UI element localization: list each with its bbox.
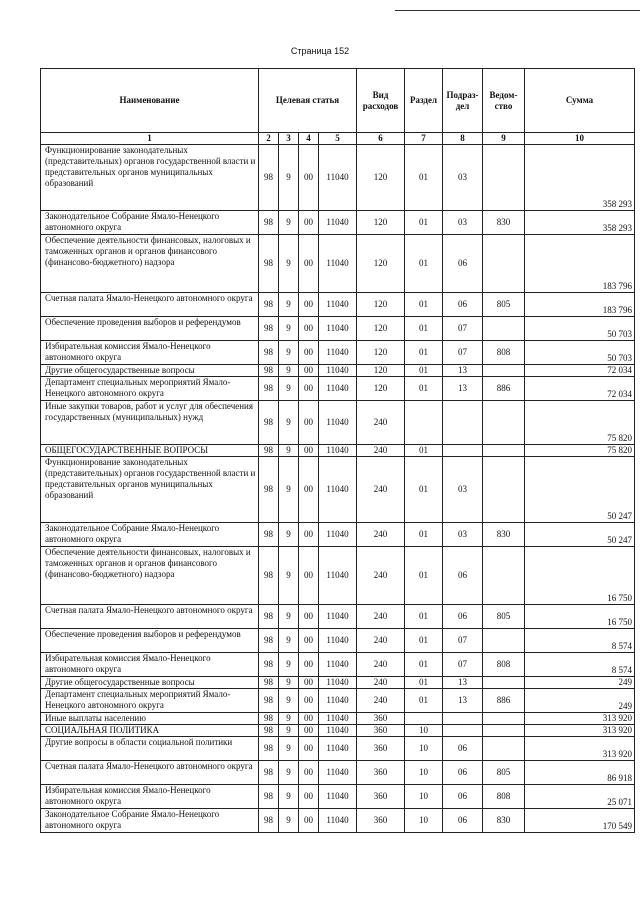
cell-vedomstvo — [483, 457, 525, 523]
cell-vid: 360 — [357, 725, 405, 737]
cell-c2: 9 — [279, 629, 299, 653]
table-row — [41, 145, 635, 211]
header-vid: Вид расходов — [357, 69, 405, 133]
cell-vid: 120 — [357, 365, 405, 377]
cell-podrazdel: 06 — [443, 235, 483, 293]
cell-summa: 170 549 — [525, 809, 635, 833]
cell-razdel: 01 — [405, 689, 443, 713]
cell-c3: 00 — [299, 653, 319, 677]
header-target: Целевая статья — [259, 69, 357, 133]
cell-c2: 9 — [279, 689, 299, 713]
table-row — [41, 689, 635, 713]
cell-c2: 9 — [279, 317, 299, 341]
cell-c2: 9 — [279, 713, 299, 725]
cell-razdel: 01 — [405, 211, 443, 235]
cell-razdel: 01 — [405, 677, 443, 689]
cell-c4: 11040 — [319, 457, 357, 523]
cell-vedomstvo — [483, 725, 525, 737]
cell-vid: 240 — [357, 445, 405, 457]
cell-c1: 98 — [259, 809, 279, 833]
cell-c3: 00 — [299, 401, 319, 445]
cell-c1: 98 — [259, 523, 279, 547]
cell-summa: 25 071 — [525, 785, 635, 809]
cell-c3: 00 — [299, 445, 319, 457]
header-podrazdel: Подраз-дел — [443, 69, 483, 133]
cell-podrazdel: 06 — [443, 605, 483, 629]
cell-c4: 11040 — [319, 145, 357, 211]
cell-c3: 00 — [299, 523, 319, 547]
cell-vedomstvo — [483, 445, 525, 457]
cell-vedomstvo: 830 — [483, 809, 525, 833]
cell-c1: 98 — [259, 211, 279, 235]
cell-summa: 183 796 — [525, 235, 635, 293]
cell-summa: 16 750 — [525, 547, 635, 605]
cell-razdel: 10 — [405, 761, 443, 785]
cell-name: ОБЩЕГОСУДАРСТВЕННЫЕ ВОПРОСЫ — [41, 445, 259, 457]
cell-vedomstvo: 886 — [483, 377, 525, 401]
cell-vid: 120 — [357, 211, 405, 235]
cell-name: Департамент специальных мероприятий Ямало-Ненецкого автономного округа — [41, 377, 259, 401]
cell-c1: 98 — [259, 401, 279, 445]
cell-c4: 11040 — [319, 523, 357, 547]
cell-vedomstvo — [483, 317, 525, 341]
cell-razdel: 01 — [405, 445, 443, 457]
cell-c2: 9 — [279, 725, 299, 737]
header-name: Наименование — [41, 69, 259, 133]
cell-c1: 98 — [259, 445, 279, 457]
cell-c2: 9 — [279, 761, 299, 785]
cell-c3: 00 — [299, 761, 319, 785]
cell-vedomstvo: 805 — [483, 293, 525, 317]
cell-c2: 9 — [279, 145, 299, 211]
colnum: 7 — [405, 133, 443, 145]
cell-c1: 98 — [259, 317, 279, 341]
cell-c3: 00 — [299, 365, 319, 377]
cell-vedomstvo — [483, 365, 525, 377]
cell-vedomstvo — [483, 713, 525, 725]
cell-razdel: 01 — [405, 317, 443, 341]
page-label: Страница 152 — [290, 46, 350, 56]
top-rule — [395, 10, 640, 11]
cell-name: Обеспечение проведения выборов и референдумов — [41, 629, 259, 653]
cell-c4: 11040 — [319, 713, 357, 725]
cell-razdel: 01 — [405, 365, 443, 377]
cell-summa: 50 703 — [525, 317, 635, 341]
cell-summa: 86 918 — [525, 761, 635, 785]
cell-c2: 9 — [279, 523, 299, 547]
cell-summa: 8 574 — [525, 653, 635, 677]
cell-podrazdel: 03 — [443, 145, 483, 211]
header-vedomstvo: Ведом-ство — [483, 69, 525, 133]
cell-razdel: 01 — [405, 653, 443, 677]
cell-c3: 00 — [299, 605, 319, 629]
cell-c1: 98 — [259, 341, 279, 365]
table-body — [41, 145, 635, 833]
cell-c3: 00 — [299, 293, 319, 317]
cell-c3: 00 — [299, 547, 319, 605]
cell-summa: 249 — [525, 677, 635, 689]
cell-name: Избирательная комиссия Ямало-Ненецкого автономного округа — [41, 785, 259, 809]
cell-c2: 9 — [279, 605, 299, 629]
cell-summa: 313 920 — [525, 713, 635, 725]
cell-vedomstvo — [483, 547, 525, 605]
cell-c4: 11040 — [319, 317, 357, 341]
cell-name: Департамент специальных мероприятий Ямало-Ненецкого автономного округа — [41, 689, 259, 713]
cell-c2: 9 — [279, 677, 299, 689]
cell-c1: 98 — [259, 713, 279, 725]
cell-c3: 00 — [299, 725, 319, 737]
cell-vedomstvo: 830 — [483, 211, 525, 235]
cell-vedomstvo — [483, 401, 525, 445]
cell-c3: 00 — [299, 677, 319, 689]
cell-name: Законодательное Собрание Ямало-Ненецкого автономного округа — [41, 809, 259, 833]
cell-podrazdel: 13 — [443, 365, 483, 377]
cell-name: Законодательное Собрание Ямало-Ненецкого автономного округа — [41, 523, 259, 547]
cell-c2: 9 — [279, 293, 299, 317]
cell-c3: 00 — [299, 377, 319, 401]
cell-podrazdel: 13 — [443, 677, 483, 689]
cell-podrazdel: 13 — [443, 377, 483, 401]
cell-summa: 72 034 — [525, 377, 635, 401]
cell-c2: 9 — [279, 785, 299, 809]
cell-podrazdel: 06 — [443, 293, 483, 317]
cell-c1: 98 — [259, 235, 279, 293]
cell-razdel: 01 — [405, 377, 443, 401]
cell-c3: 00 — [299, 809, 319, 833]
cell-c1: 98 — [259, 677, 279, 689]
cell-c4: 11040 — [319, 445, 357, 457]
table-row — [41, 523, 635, 547]
cell-c1: 98 — [259, 653, 279, 677]
cell-summa: 358 293 — [525, 145, 635, 211]
table-row — [41, 317, 635, 341]
cell-vid: 240 — [357, 605, 405, 629]
cell-c3: 00 — [299, 235, 319, 293]
cell-vedomstvo — [483, 737, 525, 761]
cell-name: Иные закупки товаров, работ и услуг для обеспечения государственных (муниципальных) нужд — [41, 401, 259, 445]
cell-vid: 120 — [357, 341, 405, 365]
budget-table — [40, 68, 635, 833]
cell-name: Избирательная комиссия Ямало-Ненецкого автономного округа — [41, 341, 259, 365]
column-number-row — [41, 133, 635, 145]
cell-c2: 9 — [279, 235, 299, 293]
cell-summa: 75 820 — [525, 401, 635, 445]
table-row — [41, 809, 635, 833]
cell-podrazdel — [443, 445, 483, 457]
cell-vedomstvo: 830 — [483, 523, 525, 547]
cell-vid: 240 — [357, 457, 405, 523]
cell-c1: 98 — [259, 605, 279, 629]
cell-c3: 00 — [299, 341, 319, 365]
cell-vid: 360 — [357, 761, 405, 785]
cell-vedomstvo — [483, 145, 525, 211]
cell-c2: 9 — [279, 809, 299, 833]
cell-c1: 98 — [259, 689, 279, 713]
cell-vid: 240 — [357, 547, 405, 605]
cell-vedomstvo: 808 — [483, 785, 525, 809]
cell-c3: 00 — [299, 737, 319, 761]
cell-razdel: 10 — [405, 785, 443, 809]
table-row — [41, 445, 635, 457]
cell-c4: 11040 — [319, 725, 357, 737]
cell-podrazdel: 06 — [443, 761, 483, 785]
table-row — [41, 401, 635, 445]
cell-vedomstvo — [483, 629, 525, 653]
colnum: 5 — [319, 133, 357, 145]
cell-name: Другие общегосударственные вопросы — [41, 677, 259, 689]
cell-c4: 11040 — [319, 235, 357, 293]
cell-vedomstvo: 805 — [483, 761, 525, 785]
header-razdel: Раздел — [405, 69, 443, 133]
cell-podrazdel: 03 — [443, 457, 483, 523]
cell-podrazdel: 06 — [443, 809, 483, 833]
cell-c3: 00 — [299, 629, 319, 653]
cell-vid: 240 — [357, 523, 405, 547]
cell-vid: 360 — [357, 737, 405, 761]
cell-vedomstvo — [483, 677, 525, 689]
colnum: 3 — [279, 133, 299, 145]
cell-name: Иные выплаты населению — [41, 713, 259, 725]
cell-c4: 11040 — [319, 293, 357, 317]
cell-razdel — [405, 713, 443, 725]
cell-vid: 120 — [357, 317, 405, 341]
cell-name: Обеспечение проведения выборов и референдумов — [41, 317, 259, 341]
cell-summa: 8 574 — [525, 629, 635, 653]
cell-vid: 240 — [357, 653, 405, 677]
table-row — [41, 293, 635, 317]
cell-c4: 11040 — [319, 737, 357, 761]
cell-c4: 11040 — [319, 377, 357, 401]
cell-summa: 249 — [525, 689, 635, 713]
cell-c4: 11040 — [319, 211, 357, 235]
cell-name: Обеспечение деятельности финансовых, налоговых и таможенных органов и органов финансового (финансово-бюджетного) надзора — [41, 235, 259, 293]
cell-vid: 120 — [357, 145, 405, 211]
cell-razdel: 01 — [405, 457, 443, 523]
cell-c3: 00 — [299, 457, 319, 523]
cell-c4: 11040 — [319, 629, 357, 653]
cell-summa: 183 796 — [525, 293, 635, 317]
cell-c1: 98 — [259, 737, 279, 761]
cell-c1: 98 — [259, 547, 279, 605]
cell-razdel: 01 — [405, 605, 443, 629]
cell-c1: 98 — [259, 377, 279, 401]
cell-c4: 11040 — [319, 401, 357, 445]
cell-summa: 50 247 — [525, 457, 635, 523]
cell-c2: 9 — [279, 457, 299, 523]
header-summa: Сумма — [525, 69, 635, 133]
cell-vid: 240 — [357, 677, 405, 689]
cell-razdel: 01 — [405, 523, 443, 547]
cell-c4: 11040 — [319, 689, 357, 713]
cell-vid: 360 — [357, 785, 405, 809]
cell-podrazdel — [443, 713, 483, 725]
cell-podrazdel: 06 — [443, 785, 483, 809]
cell-vedomstvo — [483, 235, 525, 293]
cell-c1: 98 — [259, 293, 279, 317]
cell-c3: 00 — [299, 713, 319, 725]
table-row — [41, 605, 635, 629]
cell-vid: 240 — [357, 629, 405, 653]
cell-c3: 00 — [299, 317, 319, 341]
colnum: 2 — [259, 133, 279, 145]
table-row — [41, 377, 635, 401]
header-row — [41, 69, 635, 133]
cell-c4: 11040 — [319, 365, 357, 377]
cell-c2: 9 — [279, 341, 299, 365]
cell-c1: 98 — [259, 457, 279, 523]
cell-vedomstvo: 886 — [483, 689, 525, 713]
cell-summa: 75 820 — [525, 445, 635, 457]
cell-podrazdel: 07 — [443, 653, 483, 677]
cell-summa: 313 920 — [525, 737, 635, 761]
table-row — [41, 457, 635, 523]
colnum: 1 — [41, 133, 259, 145]
cell-c3: 00 — [299, 689, 319, 713]
cell-c1: 98 — [259, 629, 279, 653]
table-row — [41, 713, 635, 725]
cell-razdel: 01 — [405, 341, 443, 365]
cell-c4: 11040 — [319, 605, 357, 629]
cell-podrazdel: 13 — [443, 689, 483, 713]
cell-podrazdel: 06 — [443, 547, 483, 605]
cell-podrazdel: 06 — [443, 737, 483, 761]
cell-name: Обеспечение деятельности финансовых, налоговых и таможенных органов и органов финансового (финансово-бюджетного) надзора — [41, 547, 259, 605]
cell-name: Другие общегосударственные вопросы — [41, 365, 259, 377]
cell-razdel — [405, 401, 443, 445]
cell-podrazdel: 03 — [443, 211, 483, 235]
table-row — [41, 785, 635, 809]
cell-c1: 98 — [259, 761, 279, 785]
cell-vedomstvo: 808 — [483, 341, 525, 365]
cell-vedomstvo: 805 — [483, 605, 525, 629]
cell-c4: 11040 — [319, 653, 357, 677]
cell-razdel: 01 — [405, 145, 443, 211]
table-row — [41, 761, 635, 785]
cell-razdel: 01 — [405, 629, 443, 653]
colnum: 4 — [299, 133, 319, 145]
table-row — [41, 211, 635, 235]
cell-podrazdel — [443, 725, 483, 737]
cell-name: СОЦИАЛЬНАЯ ПОЛИТИКА — [41, 725, 259, 737]
cell-vid: 120 — [357, 293, 405, 317]
table-row — [41, 341, 635, 365]
cell-c4: 11040 — [319, 785, 357, 809]
cell-name: Избирательная комиссия Ямало-Ненецкого автономного округа — [41, 653, 259, 677]
cell-razdel: 01 — [405, 293, 443, 317]
cell-vid: 120 — [357, 377, 405, 401]
cell-vid: 360 — [357, 713, 405, 725]
cell-name: Функционирование законодательных (представительных) органов государственной власти и представительных органов муниципальных образований — [41, 145, 259, 211]
cell-razdel: 01 — [405, 547, 443, 605]
cell-razdel: 01 — [405, 235, 443, 293]
cell-razdel: 10 — [405, 725, 443, 737]
cell-vid: 240 — [357, 401, 405, 445]
cell-name: Счетная палата Ямало-Ненецкого автономного округа — [41, 605, 259, 629]
table-row — [41, 653, 635, 677]
cell-c2: 9 — [279, 653, 299, 677]
cell-vid: 240 — [357, 689, 405, 713]
table-row — [41, 629, 635, 653]
colnum: 6 — [357, 133, 405, 145]
cell-summa: 50 703 — [525, 341, 635, 365]
cell-c2: 9 — [279, 365, 299, 377]
cell-podrazdel: 03 — [443, 523, 483, 547]
cell-c1: 98 — [259, 785, 279, 809]
cell-c3: 00 — [299, 211, 319, 235]
cell-c4: 11040 — [319, 341, 357, 365]
table-row — [41, 235, 635, 293]
cell-summa: 358 293 — [525, 211, 635, 235]
cell-name: Счетная палата Ямало-Ненецкого автономного округа — [41, 761, 259, 785]
cell-podrazdel — [443, 401, 483, 445]
cell-c4: 11040 — [319, 761, 357, 785]
cell-summa: 72 034 — [525, 365, 635, 377]
cell-c1: 98 — [259, 145, 279, 211]
colnum: 10 — [525, 133, 635, 145]
cell-c2: 9 — [279, 211, 299, 235]
cell-c2: 9 — [279, 737, 299, 761]
cell-name: Функционирование законодательных (представительных) органов государственной власти и представительных органов муниципальных образований — [41, 457, 259, 523]
cell-c2: 9 — [279, 401, 299, 445]
table-row — [41, 725, 635, 737]
cell-c4: 11040 — [319, 677, 357, 689]
cell-summa: 16 750 — [525, 605, 635, 629]
cell-c2: 9 — [279, 377, 299, 401]
cell-c2: 9 — [279, 547, 299, 605]
cell-podrazdel: 07 — [443, 341, 483, 365]
cell-c3: 00 — [299, 145, 319, 211]
cell-vid: 120 — [357, 235, 405, 293]
colnum: 8 — [443, 133, 483, 145]
cell-c3: 00 — [299, 785, 319, 809]
cell-c1: 98 — [259, 725, 279, 737]
colnum: 9 — [483, 133, 525, 145]
cell-podrazdel: 07 — [443, 317, 483, 341]
table-row — [41, 365, 635, 377]
table-row — [41, 547, 635, 605]
cell-c2: 9 — [279, 445, 299, 457]
table-row — [41, 737, 635, 761]
cell-summa: 313 920 — [525, 725, 635, 737]
table-row — [41, 677, 635, 689]
cell-c4: 11040 — [319, 809, 357, 833]
cell-name: Законодательное Собрание Ямало-Ненецкого автономного округа — [41, 211, 259, 235]
cell-c1: 98 — [259, 365, 279, 377]
cell-razdel: 10 — [405, 809, 443, 833]
cell-summa: 50 247 — [525, 523, 635, 547]
cell-podrazdel: 07 — [443, 629, 483, 653]
cell-name: Другие вопросы в области социальной политики — [41, 737, 259, 761]
cell-vid: 360 — [357, 809, 405, 833]
cell-vedomstvo: 808 — [483, 653, 525, 677]
cell-c4: 11040 — [319, 547, 357, 605]
cell-name: Счетная палата Ямало-Ненецкого автономного округа — [41, 293, 259, 317]
cell-razdel: 10 — [405, 737, 443, 761]
